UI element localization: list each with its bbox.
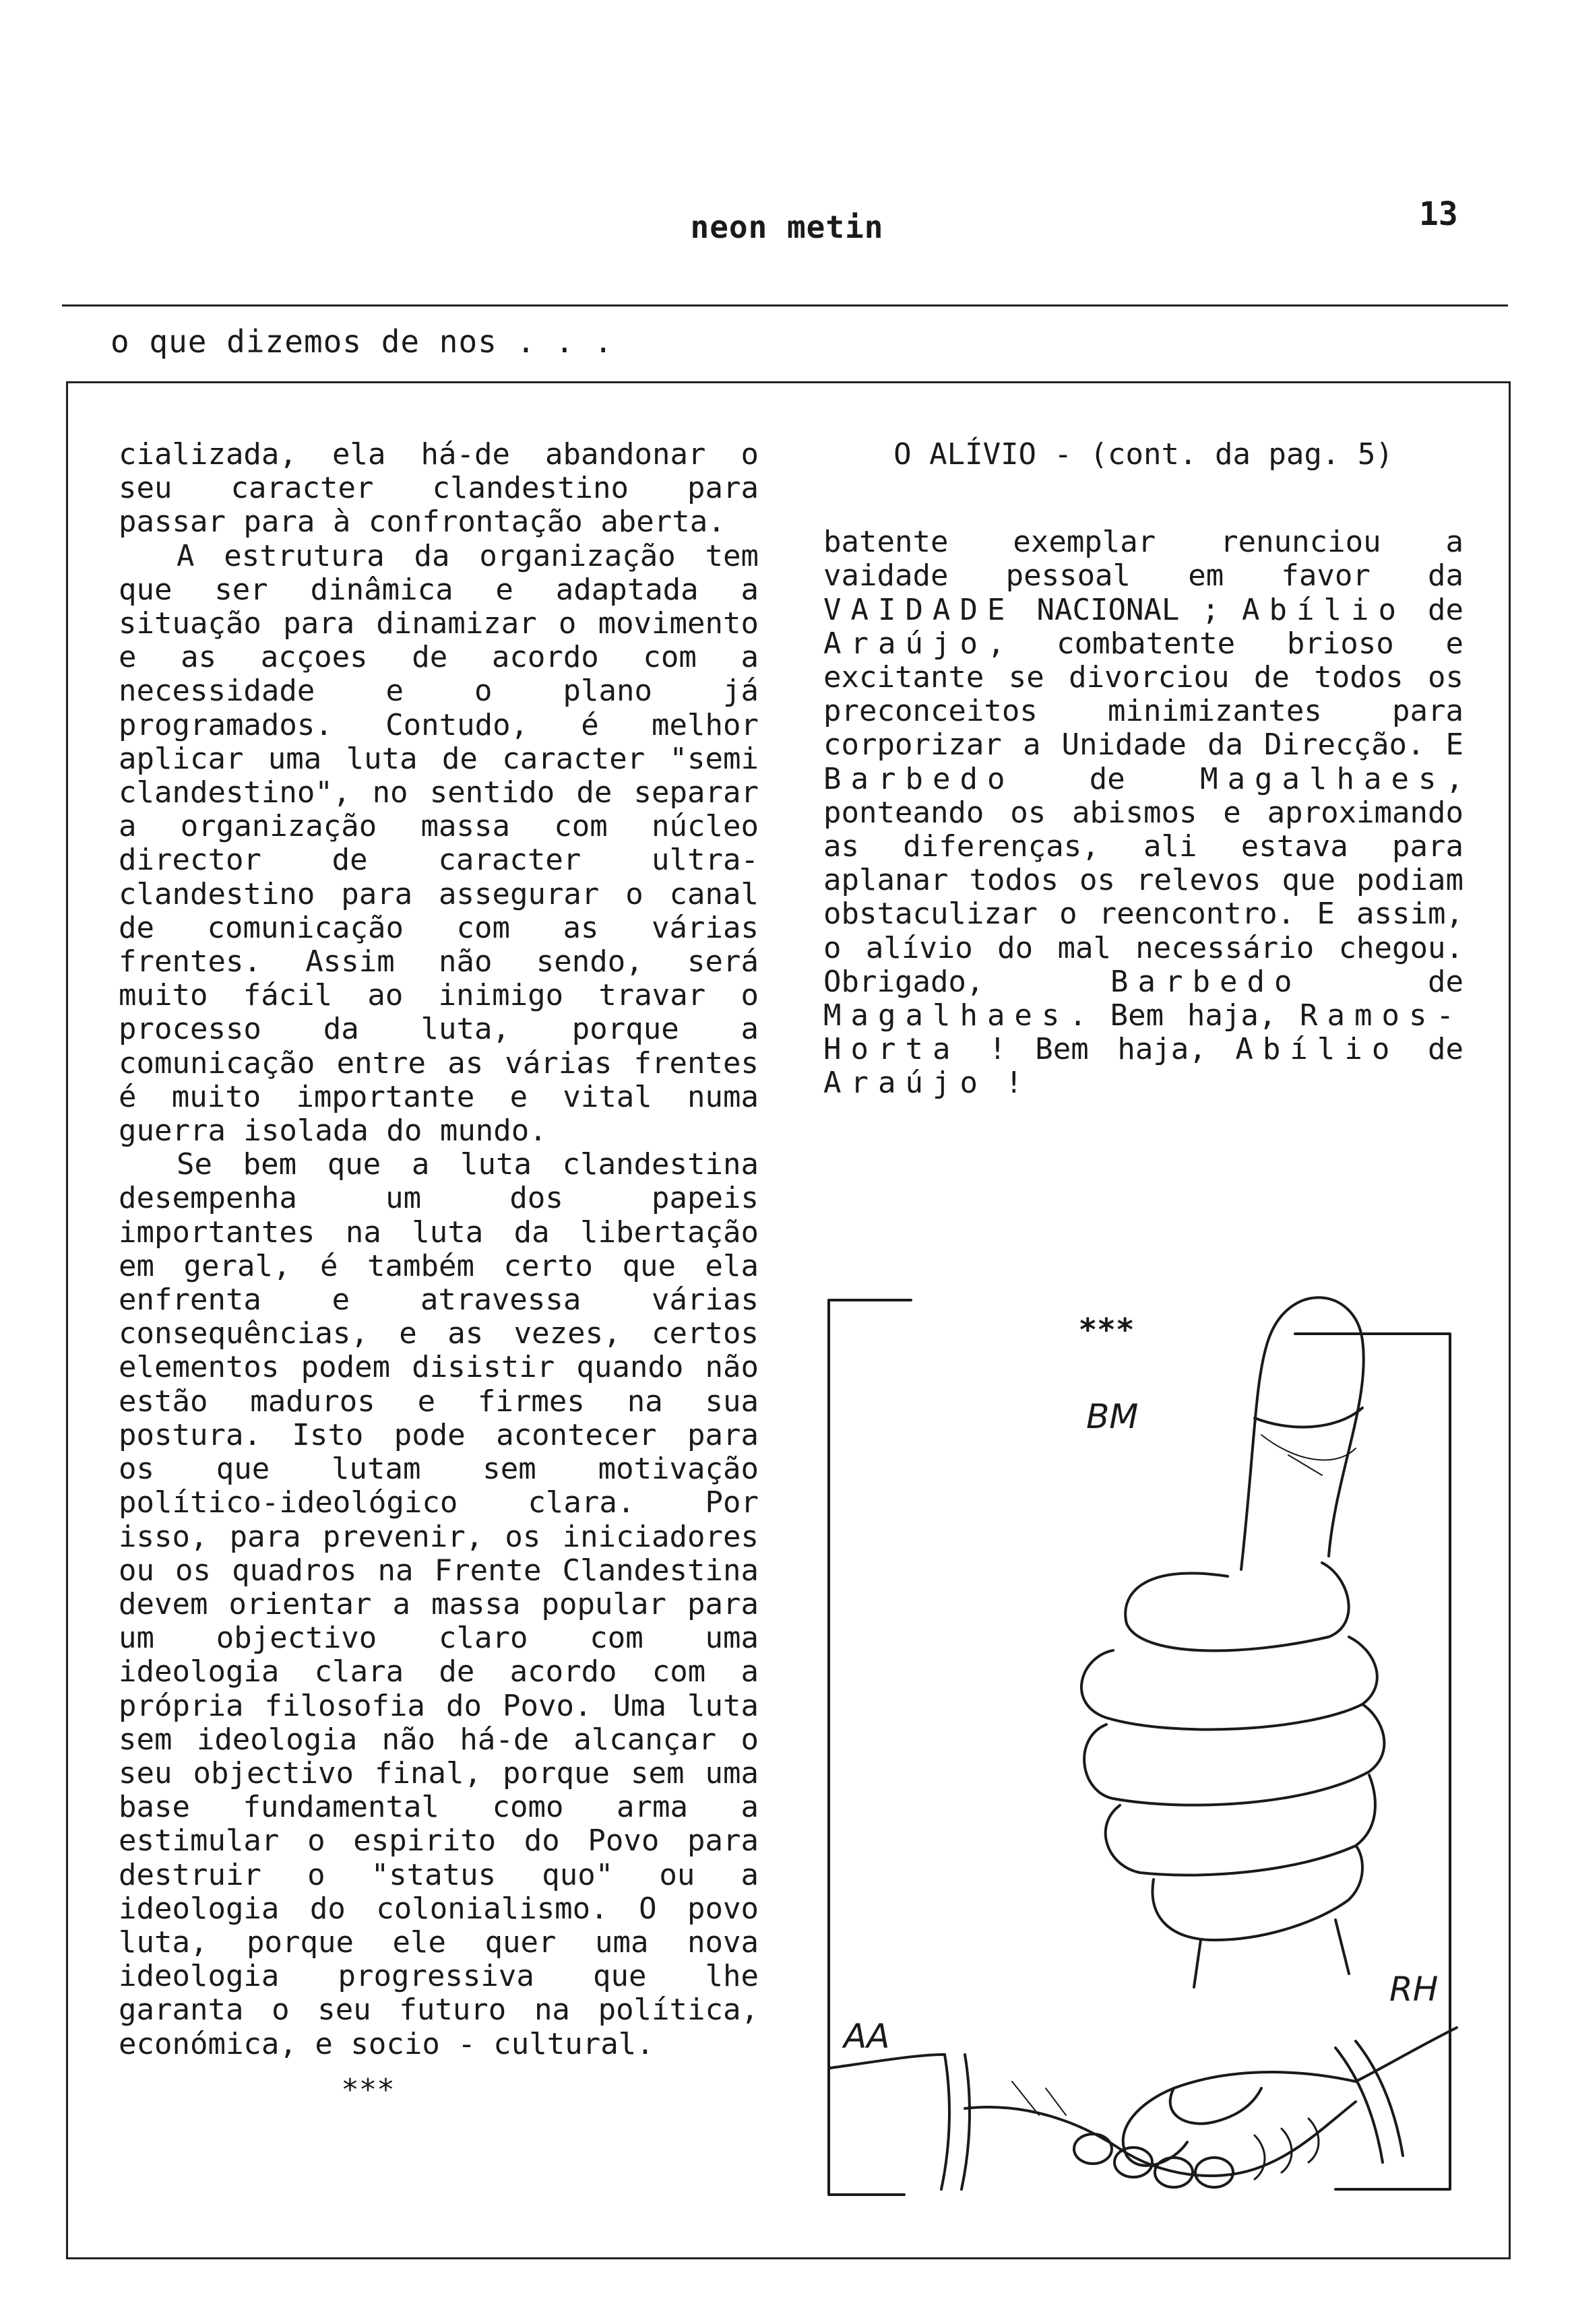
spaced-name: Abílio bbox=[1235, 1032, 1399, 1067]
left-column bbox=[119, 438, 759, 2107]
illustration-stars: *** bbox=[1078, 1312, 1135, 1348]
text-run: . Bem haja, bbox=[1069, 998, 1300, 1033]
paragraph: Se bem que a luta clandestina desempenha um dos papeis importantes na luta da libertação em geral, é também certo que ela enfrenta e atravessa várias consequências, e as vezes, certos elementos podem disistir quando não estão maduros e firmes na sua postura. Isto pode acontecer para os que lutam sem motivação político-ideológico clara. Por isso, para prevenir, os iniciadores ou os quadros na Frente Clandestina devem orientar a massa popular para um objectivo claro com uma ideologia clara de acordo com a própria filosofia do Povo. Uma luta sem ideologia não há-de alcançar o seu objectivo final, porque sem uma base fundamental como arma a estimular o espirito do Povo para destruir o "status quo" ou a ideologia do colonialismo. O povo luta, porque ele quer uma nova ideologia progressiva que lhe garanta o seu futuro na política, económica, e socio - cultural. bbox=[119, 1147, 759, 2061]
paragraph: A estrutura da organização tem que ser dinâmica e adaptada a situação para dinamizar o movimento e as acçoes de acordo com a necessidade e o plano já programados. Contudo, é melhor aplicar uma luta de caracter "semi clandestino", no sentido de separar a organização massa com núcleo director de caracter ultra-clandestino para assegurar o canal de comunicação com as várias frentes. Assim não sendo, será muito fácil ao inimigo travar o processo da luta, porque a comunicação entre as várias frentes é muito importante e vital numa guerra isolada do mundo. bbox=[119, 538, 759, 1149]
fist-knuckle-3 bbox=[1084, 1704, 1384, 1805]
thumb-nail bbox=[1255, 1408, 1362, 1427]
frame-bracket-left bbox=[829, 1300, 911, 2195]
end-mark: *** bbox=[341, 2072, 395, 2107]
spaced-name: Magalhaes bbox=[823, 998, 1069, 1033]
spaced-name: Ramos-Horta bbox=[823, 998, 1463, 1067]
label-aa: AA bbox=[844, 2017, 890, 2056]
text-run: , ponteando os abismos e aproximando as diferenças, ali estava para aplanar todos os relevos que podiam obstaculizar o reencontro. E assim, o alívio do mal necessário chegou. Obrigado, bbox=[823, 761, 1463, 999]
continuation-title: O ALÍVIO - (cont. da pag. 5) bbox=[893, 437, 1393, 472]
text-run: ! Bem haja, bbox=[959, 1032, 1236, 1067]
text-run: de bbox=[1301, 964, 1463, 999]
lower-hand bbox=[965, 2102, 1356, 2176]
sleeve-left bbox=[830, 2055, 945, 2068]
wrist bbox=[1194, 1920, 1349, 1987]
finger-knuckle bbox=[1074, 2134, 1112, 2164]
paragraph: cializada, ela há-de abandonar o seu caracter clandestino para passar para à confrontação aberta. bbox=[119, 437, 759, 540]
sleeve-right bbox=[1356, 2028, 1457, 2081]
text-run: de bbox=[1014, 761, 1201, 796]
right-column bbox=[823, 438, 1463, 1101]
text-run: de bbox=[1405, 592, 1463, 627]
section-label: o que dizemos de nos . . . bbox=[111, 323, 614, 360]
spaced-name: Barbedo bbox=[823, 761, 1015, 796]
text-run: , combatente brioso e excitante se divorciou de todos os preconceitos minimizantes para corporizar a Unidade da Direcção. E bbox=[823, 626, 1463, 763]
article-body bbox=[823, 525, 1463, 1100]
spaced-name: VAIDADE bbox=[823, 592, 1015, 627]
text-run: NACIONAL ; bbox=[1014, 592, 1242, 627]
fist-bottom bbox=[1152, 1846, 1362, 1940]
text-run: ! bbox=[986, 1066, 1023, 1101]
spaced-name: Barbedo bbox=[1110, 964, 1302, 999]
spaced-name: Araújo bbox=[823, 626, 987, 661]
text-run: de bbox=[1399, 1032, 1463, 1067]
upper-hand bbox=[1123, 2072, 1356, 2166]
page-number: 13 bbox=[1419, 195, 1458, 233]
handshake-illustration bbox=[823, 1273, 1470, 2203]
text-run: batente exemplar renunciou a vaidade pessoal em favor da bbox=[823, 525, 1463, 593]
spaced-name: Araújo bbox=[823, 1066, 987, 1101]
spaced-name: Magalhaes bbox=[1200, 761, 1446, 796]
label-rh: RH bbox=[1389, 1970, 1439, 2009]
page-header-title: neon metin bbox=[690, 209, 884, 245]
frame-bracket-right bbox=[1295, 1334, 1450, 2189]
spaced-name: Abílio bbox=[1242, 592, 1406, 627]
finger-knuckle bbox=[1195, 2158, 1233, 2187]
thumb-outline bbox=[1241, 1297, 1364, 1570]
fist-knuckle-4 bbox=[1106, 1775, 1375, 1875]
fist-knuckle-1 bbox=[1125, 1563, 1348, 1650]
header-divider bbox=[62, 304, 1508, 306]
label-bm: BM bbox=[1086, 1397, 1139, 1436]
